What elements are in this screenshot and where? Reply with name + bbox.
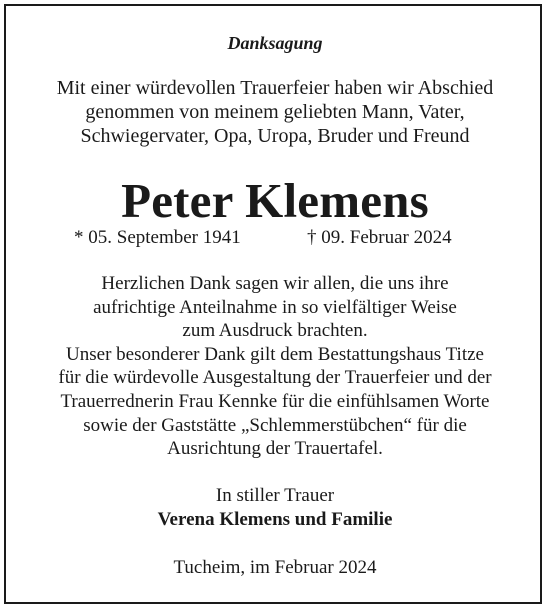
signature-block [0, 484, 550, 532]
thanks-line: zum Ausdruck brachten. [182, 320, 368, 342]
family-signature: Verena Klemens und Familie [157, 509, 393, 530]
place-date: Tucheim, im Februar 2024 [173, 557, 377, 578]
thanks-line: sowie der Gaststätte „Schlemmerstübchen“ für die [83, 414, 467, 436]
birth-date: * 05. September 1941 [74, 227, 241, 248]
death-date: † 09. Februar 2024 [307, 227, 452, 248]
deceased-name: Peter Klemens [121, 173, 429, 228]
intro-line: Mit einer würdevollen Trauerfeier haben wir Abschied [56, 77, 494, 99]
notice-heading: Danksagung [227, 33, 323, 53]
thanks-paragraph [0, 272, 550, 461]
thanks-line: Ausrichtung der Trauertafel. [167, 438, 383, 460]
intro-line: Schwiegervater, Opa, Uropa, Bruder und Freund [80, 125, 470, 147]
intro-line: genommen von meinem geliebten Mann, Vater, [85, 101, 465, 123]
thanks-line: aufrichtige Anteilnahme in so vielfältiger Weise [93, 296, 457, 318]
mourning-phrase: In stiller Trauer [215, 485, 335, 506]
thanks-line: Herzlichen Dank sagen wir allen, die uns ihre [101, 273, 449, 294]
thanks-line: Unser besonderer Dank gilt dem Bestattungshaus Titze [66, 343, 484, 365]
thanks-line: für die würdevolle Ausgestaltung der Trauerfeier und der [58, 367, 492, 389]
intro-paragraph [0, 76, 550, 148]
thanks-line: Trauerrednerin Frau Kennke für die einfühlsamen Worte [60, 390, 490, 412]
